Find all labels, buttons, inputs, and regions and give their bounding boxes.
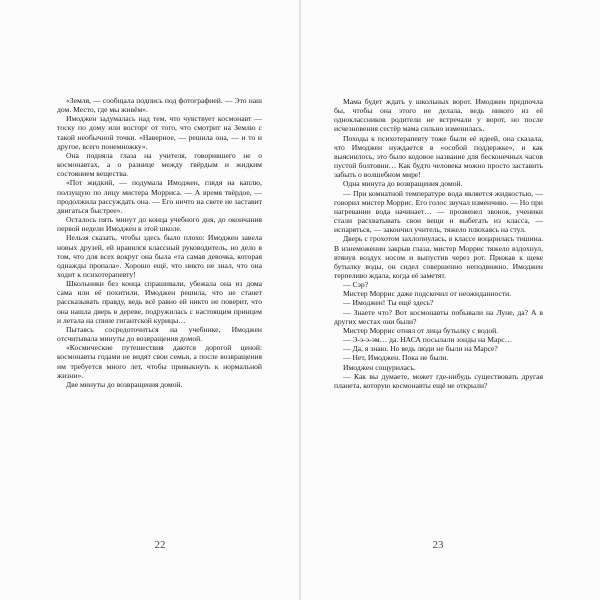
paragraph: Нельзя сказать, чтобы здесь было плохо: Имоджен завела новых друзей, ей нравился классный руководитель, но дело в том, что для всех вокруг она была «та самая девочка, которая однажды пропала». Хорошо ещё, что никто не знал, что она ходит к психотерапевту! <box>57 233 262 279</box>
paragraph: Имоджен задумалась над тем, что чувствует космонавт — тоску по дому или восторг от того, что смотрит на Землю с такой необычной точки. «Наверное, — решила она, — и то и другое, всего понемножку». <box>57 114 262 151</box>
paragraph: «Земля, — сообщала подпись под фотографией. — Это наш дом. Место, где мы живём». <box>57 96 262 115</box>
paragraph: — Да, я знаю. Но ведь люди не были на Марсе? <box>343 344 498 354</box>
right-page-text <box>334 97 543 390</box>
paragraph: Дверь с грохотом захлопнулась, в классе воцарилась тишина. В изнеможении закрыв глаза, мистер Моррис тяжело вздохнул, втянув воздух носом и выпустив через рот. Прижав к щеке бутылку воды, он сидел совершенно неподвижно. Имоджен терпеливо ждала, когда её заметят. <box>334 234 543 280</box>
page-number: 23 <box>432 539 444 551</box>
paragraph: — Как вы думаете, может где-нибудь существовать другая планета, которую космонавты ещё не открыли? <box>334 371 543 390</box>
paragraph: Походы к психотерапевту тоже были её идеей, она сказала, что Имоджен нуждается в «особой поддержке», и как выяснилось, это было кодовое название для бесконечных часов пустой болтовни… Как будто человека можно просто заставить забыть о волшебном мире! <box>334 133 543 180</box>
paragraph: — Э-э-э-эм… да. НАСА посылали зонды на Марс… <box>343 335 513 345</box>
paragraph: «Космические путешествия даются дорогой ценой: космонавты годами не видят свои семьи, а после возвращения им требуется много лет, чтобы привыкнуть к нормальной жизни». <box>57 343 262 380</box>
paragraph: Осталось пять минут до конца учебного дня, до окончания первой недели Имоджен в этой школе. <box>57 215 262 234</box>
paragraph: Мистер Моррис даже подскочил от неожиданности. <box>343 289 512 299</box>
page-number: 22 <box>154 539 166 551</box>
paragraph: Она подняла глаза на учителя, говорившего не о космонавтах, а о разнице между твёрдым и жидким состоянием вещества. <box>57 150 262 179</box>
paragraph: Две минуты до возвращения домой. <box>66 379 183 389</box>
paragraph: Одна минута до возвращения домой. <box>343 179 463 189</box>
paragraph: — Нет, Имоджен. Пока не были. <box>343 353 449 363</box>
left-page-text <box>57 96 262 389</box>
paragraph: Школьники без конца спрашивали, убежала она из дома сама или её похитили. Имоджен решила, что не станет рассказывать правду, ведь всё равно ей никто не поверит, что она нашла дверь в дереве, подружилась с настоящим принцем и летала на спине гигантской курицы… <box>57 279 262 325</box>
paragraph: — При комнатной температуре вода является жидкостью, — говорил мистер Моррис. Его голос звучал изменчиво. — Но при нагревании вода начинает… — прозвенел звонок, ученики стали расхватывать свои вещи и выбегать из класса, — испаряться, — закончил учитель, тяжело плюхаясь на стул. <box>334 188 543 235</box>
paragraph: — Имоджен! Ты ещё здесь? <box>343 298 434 308</box>
paragraph: — Знаете что? Вот космонавты побывали на Луне, да? А в других местах они были? <box>334 307 543 326</box>
paragraph: «Пот жидкий, — подумала Имоджен, глядя на каплю, ползущую по лицу мистера Морриса. — А время твёрдое, — продолжила рассуждать она. — Его ничто на свете не заставит двигаться быстрее». <box>57 178 262 215</box>
paragraph: — Сэр? <box>343 280 369 290</box>
right-page <box>301 0 600 600</box>
paragraph: Имоджен сощурилась. <box>343 362 416 372</box>
paragraph: Пытаясь сосредоточиться на учебнике, Имоджен отсчитывала минуты до возвращения домой. <box>57 324 262 344</box>
paragraph: Мама будет ждать у школьных ворот. Имоджен предпочла бы, чтобы она этого не делала, ведь никого из её одноклассников родители не встречали у ворот, но после исчезновения сестёр мама сильно изменилась. <box>334 97 543 134</box>
paragraph: Мистер Моррис отнял от лица бутылку с водой. <box>343 325 499 335</box>
